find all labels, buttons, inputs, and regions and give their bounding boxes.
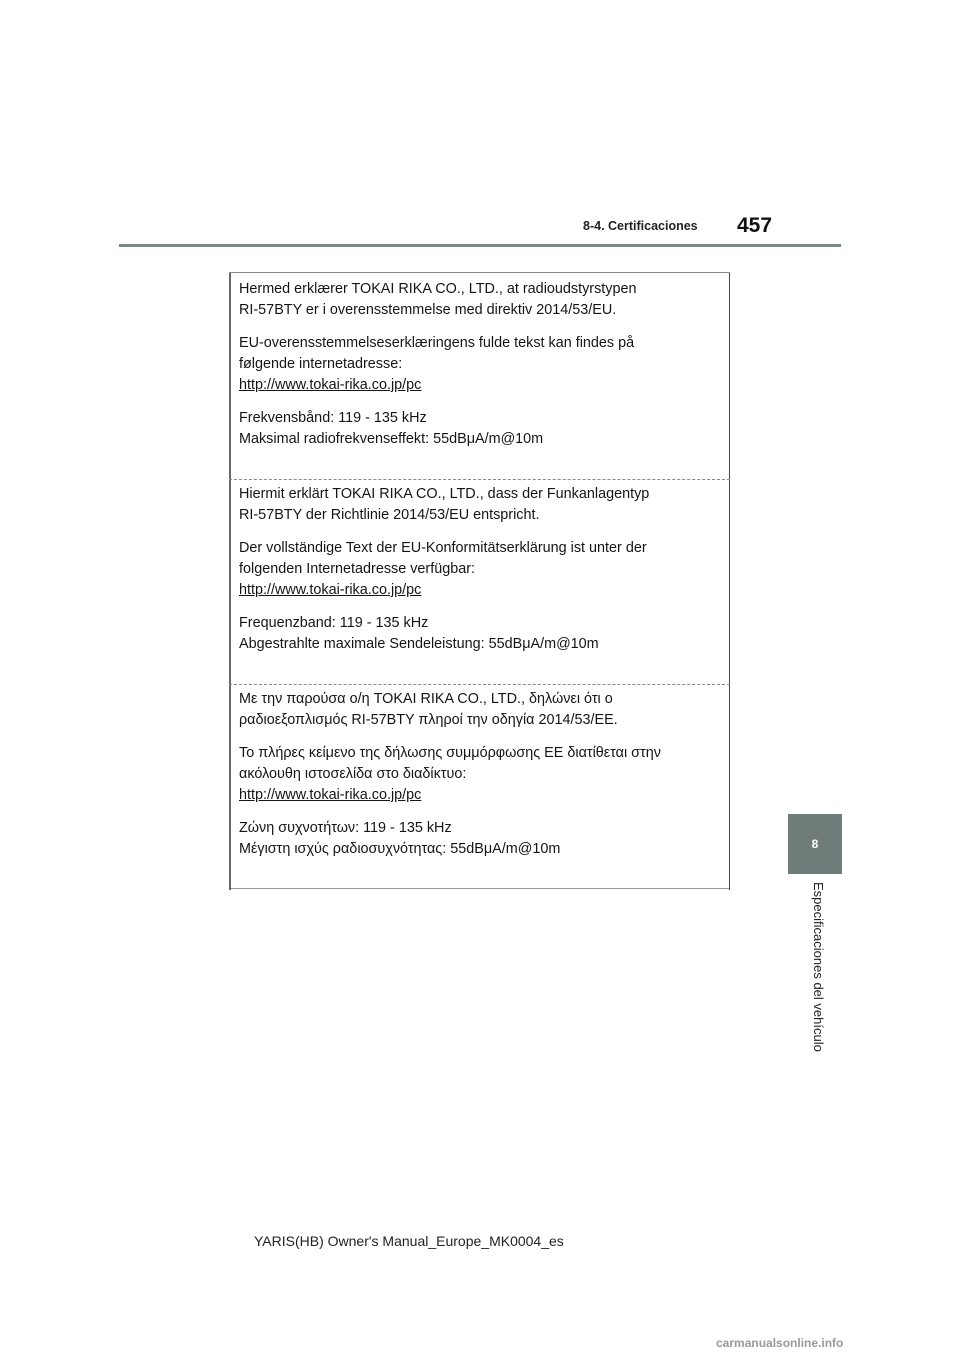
intro-line: folgenden Internetadresse verfügbar: [239,561,476,577]
cert-block-danish [239,279,719,450]
frequency-band: Ζώνη συχνοτήτων: 119 - 135 kHz [239,820,452,836]
box-left-border [229,273,231,890]
header-rule [119,244,841,247]
declaration-line: Hermed erklærer TOKAI RIKA CO., LTD., at radioudstyrstypen [239,281,637,297]
intro-line: følgende internetadresse: [239,356,403,372]
intro-line: EU-overensstemmelseserklæringens fulde tekst kan findes på [239,335,635,351]
chapter-tab [788,814,842,874]
chapter-label: Especificaciones del vehículo [811,882,826,1052]
declaration-line: RI-57BTY der Richtlinie 2014/53/EU entspricht. [239,507,540,523]
declaration-line: Με την παρούσα ο/η TOKAI RIKA CO., LTD., δηλώνει ότι ο [239,691,613,707]
block-divider [229,684,730,685]
declaration-url[interactable]: http://www.tokai-rika.co.jp/pc [239,377,422,393]
block-divider [229,479,730,480]
declaration-line: Hiermit erklärt TOKAI RIKA CO., LTD., dass der Funkanlagentyp [239,486,650,502]
watermark: carmanualsonline.info [716,1336,844,1350]
max-power: Maksimal radiofrekvenseffekt: 55dBμA/m@10m [239,431,544,447]
certification-box [229,272,730,889]
page-number: 457 [737,214,773,237]
box-right-border [729,273,731,890]
declaration-url[interactable]: http://www.tokai-rika.co.jp/pc [239,582,422,598]
cert-block-greek [239,689,719,860]
declaration-url[interactable]: http://www.tokai-rika.co.jp/pc [239,787,422,803]
frequency-band: Frekvensbånd: 119 - 135 kHz [239,410,427,426]
declaration-line: RI-57BTY er i overensstemmelse med direktiv 2014/53/EU. [239,302,617,318]
chapter-number: 8 [811,837,819,851]
frequency-band: Frequenzband: 119 - 135 kHz [239,615,429,631]
section-title: 8-4. Certificaciones [583,219,698,233]
declaration-line: ραδιοεξοπλισμός RI-57BTY πληροί την οδηγία 2014/53/ΕΕ. [239,712,618,728]
intro-line: ακόλουθη ιστοσελίδα στο διαδίκτυο: [239,766,467,782]
intro-line: Der vollständige Text der EU-Konformitätserklärung ist unter der [239,540,647,556]
max-power: Μέγιστη ισχύς ραδιοσυχνότητας: 55dBμA/m@10m [239,841,561,857]
cert-block-german [239,484,719,655]
intro-line: Το πλήρες κείμενο της δήλωσης συμμόρφωσης ΕΕ διατίθεται στην [239,745,661,761]
footer-manual-id: YARIS(HB) Owner's Manual_Europe_MK0004_es [254,1233,564,1249]
max-power: Abgestrahlte maximale Sendeleistung: 55dBμA/m@10m [239,636,599,652]
